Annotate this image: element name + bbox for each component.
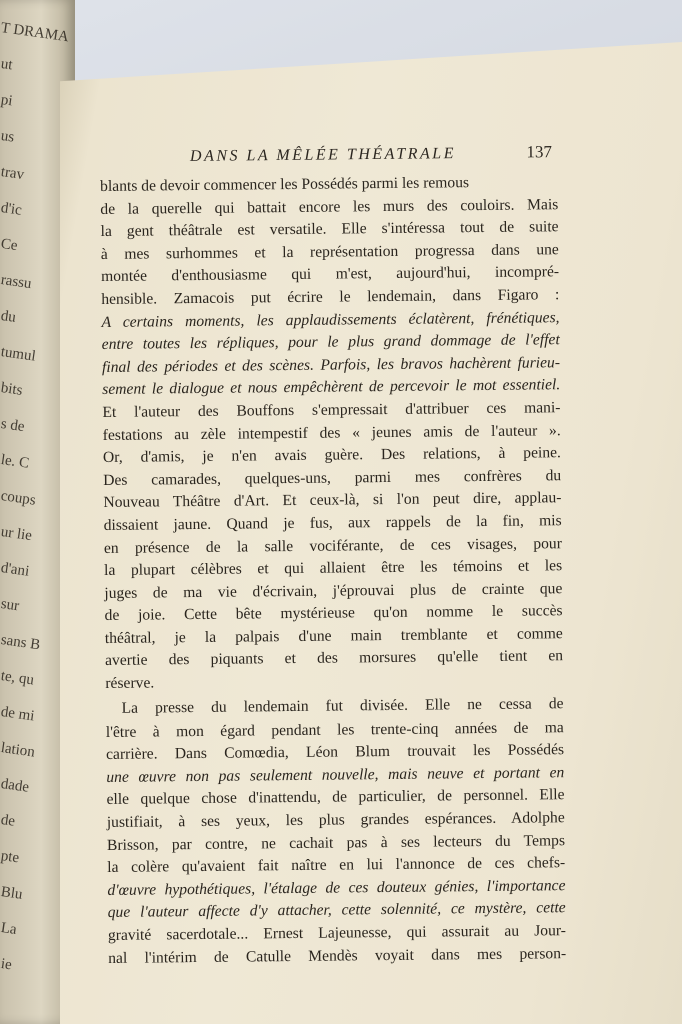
running-title: DANS LA MÊLÉE THÉATRALE bbox=[189, 145, 457, 165]
facing-page-fragment: de bbox=[0, 812, 17, 830]
facing-page-fragment: pte bbox=[0, 848, 21, 867]
facing-page-fragment: tumul bbox=[0, 344, 37, 365]
facing-page-fragment: coups bbox=[0, 488, 37, 509]
page-number: 137 bbox=[526, 142, 553, 162]
text-line: réserve. bbox=[105, 674, 155, 693]
text-line: l'être à mon égard pendant les trente-cinq années de ma bbox=[105, 718, 564, 741]
text-line: Or, d'amis, je n'en avais guère. Des relations, à peine. bbox=[102, 444, 562, 467]
text-line: hensible. Zamacois put écrire le lendemain, dans Figaro : bbox=[101, 286, 560, 308]
text-line: à mes surhommes et la représentation progressa dans une bbox=[100, 240, 559, 263]
text-line: Et l'auteur des Bouffons s'empressait d'attribuer ces mani- bbox=[102, 399, 561, 421]
text-line: Nouveau Théâtre d'Art. Et ceux-là, si l'on peut dire, applau- bbox=[103, 489, 562, 512]
text-line: Brisson, par contre, ne cachait pas à ses lecteurs du Temps bbox=[106, 831, 566, 854]
text-line: justifiait, à ses yeux, les plus grandes espérances. Adolphe bbox=[106, 809, 565, 831]
facing-page-fragment: d'ic bbox=[0, 200, 23, 219]
facing-page-fragment: us bbox=[0, 128, 16, 146]
facing-page-fragment: Blu bbox=[0, 884, 24, 903]
facing-page-fragment: le. C bbox=[0, 452, 31, 472]
text-line: carrière. Dans Comœdia, Léon Blum trouvait les Possédés bbox=[105, 741, 565, 764]
text-line: A certains moments, les applaudissements éclatèrent, frénétiques, bbox=[101, 308, 560, 331]
facing-page-fragment: Ce bbox=[0, 236, 19, 255]
text-line: la gent théâtrale est versatile. Elle s'intéressa tout de suite bbox=[100, 218, 559, 241]
facing-page-fragment: du bbox=[0, 308, 17, 326]
facing-page-fragment: ur lie bbox=[0, 524, 33, 545]
text-line: dissaient jaune. Quand je fus, aux rappels de la fin, mis bbox=[103, 512, 562, 534]
page-header bbox=[190, 140, 560, 174]
facing-page-fragment: ut bbox=[0, 56, 14, 74]
text-line: montée d'enthousiasme qui m'est, aujourd'hui, incompré- bbox=[100, 263, 560, 286]
facing-page-fragment: rassu bbox=[0, 272, 33, 293]
facing-page-fragment: te, qu bbox=[0, 668, 36, 689]
text-line: festations au zèle intempestif des « jeunes amis de l'auteur ». bbox=[102, 421, 561, 444]
facing-page-fragment: ie bbox=[0, 956, 13, 974]
text-line: théâtral, je la palpais d'une main tremblante et comme bbox=[104, 625, 563, 647]
text-line: la colère qu'avaient fait naître en lui l'annonce de ces chefs- bbox=[107, 854, 566, 877]
text-line: nal l'intérim de Catulle Mendès voyait dans mes person- bbox=[108, 944, 567, 967]
facing-page-fragment: sans B bbox=[0, 632, 42, 654]
facing-page-fragment: dade bbox=[0, 776, 31, 796]
facing-page-fragment: trav bbox=[0, 164, 26, 184]
facing-page-fragment: de mi bbox=[0, 704, 36, 725]
text-line: d'œuvre hypothétiques, l'étalage de ces douteux génies, l'importance bbox=[107, 876, 566, 899]
text-line: que l'auteur affecte d'y attacher, cette solennité, ce mystère, cette bbox=[107, 899, 566, 922]
text-line: de la querelle qui battait encore les murs des couloirs. Mais bbox=[100, 195, 559, 218]
facing-page-fragment: bits bbox=[0, 380, 24, 399]
text-line: entre toutes les répliques, pour le plus grand dommage de l'effet bbox=[101, 331, 560, 354]
text-line: une œuvre non pas seulement nouvelle, mais neuve et portant en bbox=[106, 764, 565, 786]
text-line: la plupart célèbres et qui allaient être les témoins et les bbox=[104, 557, 563, 580]
text-line: blants de devoir commencer les Possédés parmi les remous bbox=[100, 174, 470, 195]
text-line: Des camarades, quelques-uns, parmi mes confrères du bbox=[103, 466, 562, 489]
facing-page-fragment: lation bbox=[0, 740, 36, 761]
facing-page-fragment: s de bbox=[0, 416, 26, 436]
facing-page-fragment: d'ani bbox=[0, 560, 31, 580]
text-line: juges de ma vie d'écrivain, j'éprouvai plus de crainte que bbox=[104, 579, 563, 602]
text-line: sement le dialogue et nous empêchèrent de percevoir le mot essentiel. bbox=[102, 376, 561, 399]
facing-page-fragment: sur bbox=[0, 596, 21, 615]
text-line: final des périodes et des scènes. Parfois, les bravos hachèrent furieu- bbox=[101, 353, 561, 376]
text-line: de joie. Cette bête mystérieuse qu'on nomme le succès bbox=[104, 602, 563, 625]
text-line: avertie des piquants et des morsures qu'elle tient en bbox=[104, 647, 564, 670]
text-line: elle quelque chose d'inattendu, de particulier, de personnel. Elle bbox=[106, 786, 565, 809]
facing-page-fragment: T DRAMA bbox=[0, 20, 70, 46]
text-line: gravité sacerdotale... Ernest Lajeunesse, qui assurait au Jour- bbox=[107, 922, 567, 944]
body-text bbox=[100, 171, 566, 970]
facing-page-fragment: pi bbox=[0, 92, 14, 110]
facing-page-fragment: La bbox=[0, 920, 18, 939]
text-line: en présence de la salle vociférante, de ces visages, pour bbox=[103, 534, 562, 557]
text-line: La presse du lendemain fut divisée. Elle ne cessa de bbox=[121, 694, 564, 717]
